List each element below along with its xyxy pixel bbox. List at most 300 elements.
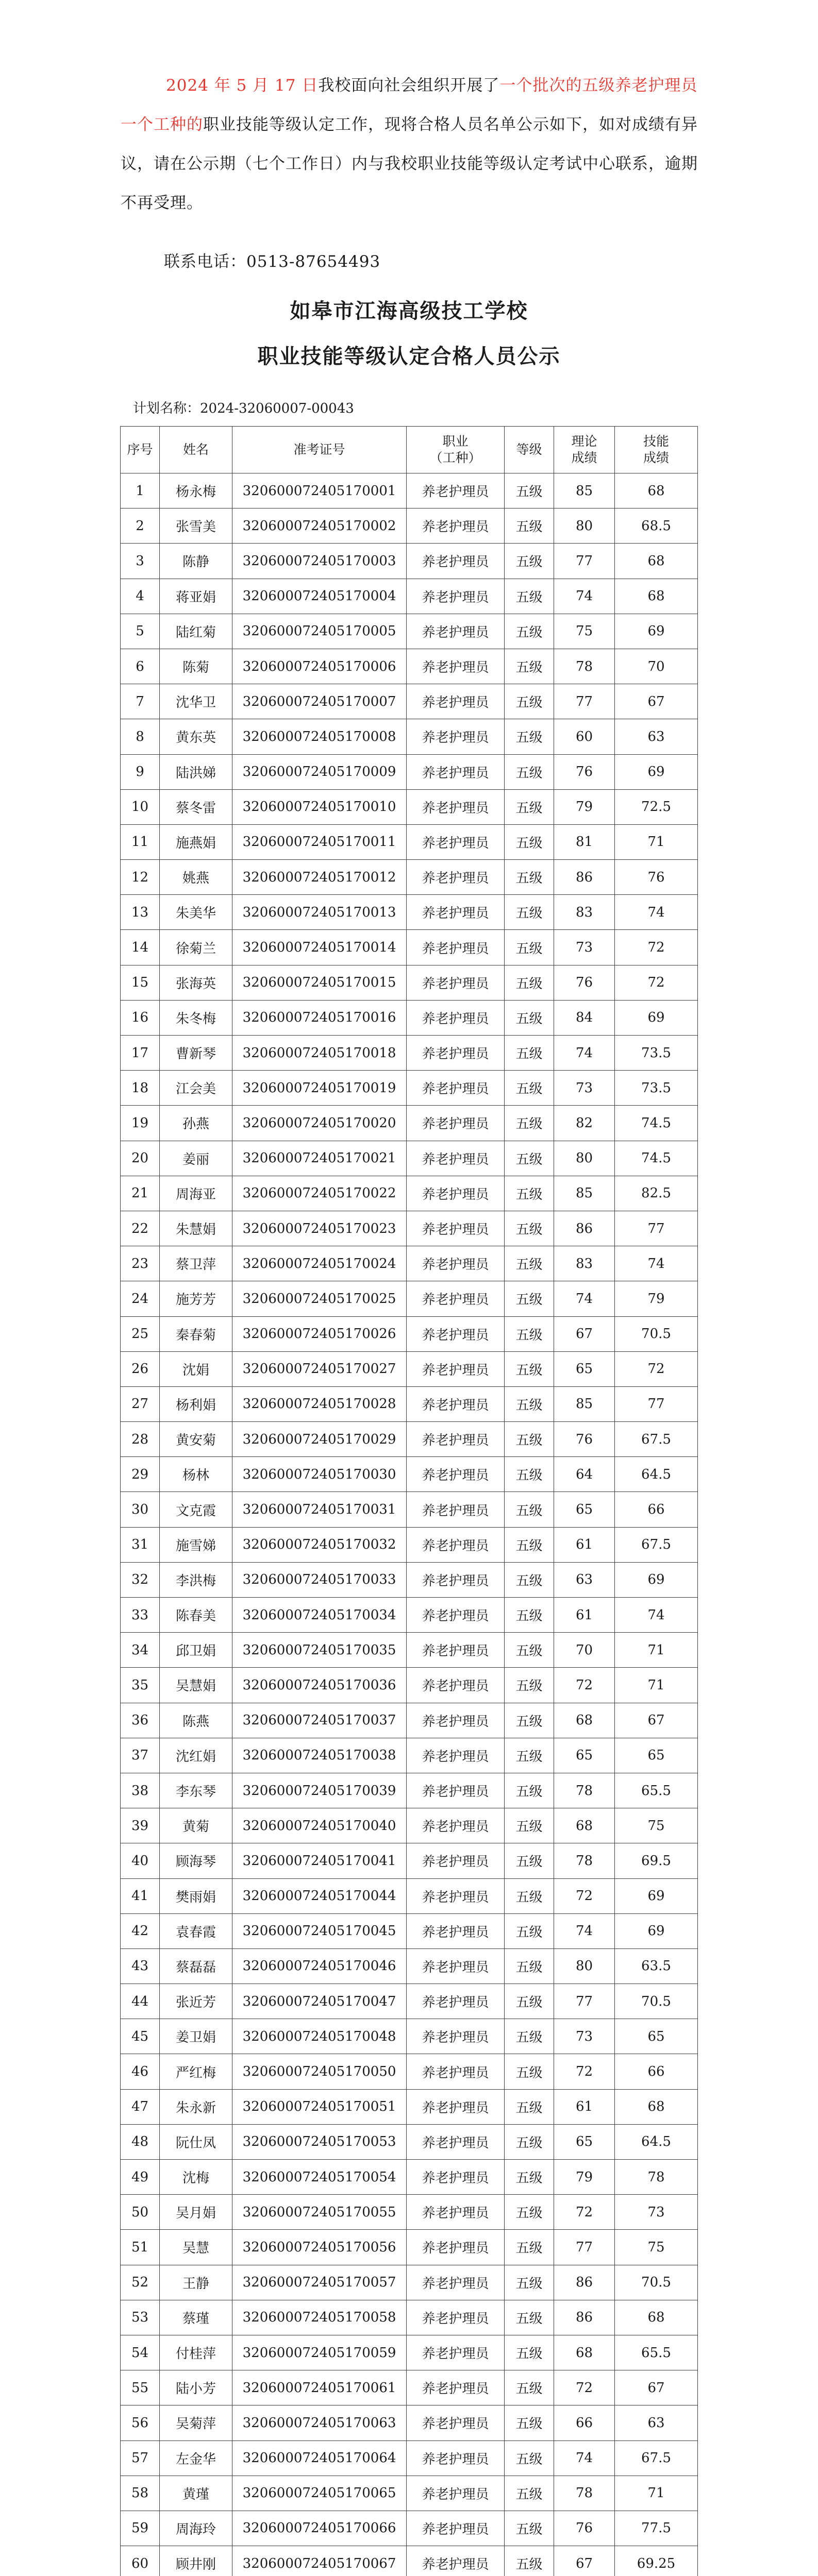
level-cell: 五级 [505,1738,554,1773]
skill-score-cell: 72 [615,930,698,965]
name-cell: 左金华 [160,2441,232,2476]
theory-score-cell: 84 [554,1000,615,1035]
level-cell: 五级 [505,1633,554,1668]
cert-number-cell: 320600072405170063 [232,2405,407,2441]
level-cell: 五级 [505,754,554,789]
skill-score-cell: 76 [615,860,698,895]
level-cell: 五级 [505,1422,554,1457]
level-cell: 五级 [505,965,554,1000]
table-row [121,1000,698,1035]
job-cell: 养老护理员 [407,1000,505,1035]
skill-score-cell: 69.5 [615,1843,698,1878]
name-cell: 曹新琴 [160,1036,232,1071]
job-cell: 养老护理员 [407,1106,505,1141]
level-cell: 五级 [505,2511,554,2546]
job-cell: 养老护理员 [407,1071,505,1106]
cert-number-cell: 320600072405170041 [232,1843,407,1878]
level-cell: 五级 [505,1036,554,1071]
skill-score-cell: 73.5 [615,1071,698,1106]
table-row [121,1808,698,1843]
level-cell: 五级 [505,1527,554,1562]
job-cell: 养老护理员 [407,2335,505,2370]
cert-number-cell: 320600072405170055 [232,2195,407,2230]
skill-score-cell: 69 [615,754,698,789]
cert-number-cell: 320600072405170020 [232,1106,407,1141]
skill-score-cell: 65 [615,1738,698,1773]
seq-cell: 28 [121,1422,160,1457]
level-cell: 五级 [505,824,554,859]
name-cell: 徐菊兰 [160,930,232,965]
job-cell: 养老护理员 [407,930,505,965]
skill-score-cell: 63.5 [615,1948,698,1984]
skill-score-cell: 65.5 [615,1773,698,1808]
seq-cell: 21 [121,1176,160,1211]
theory-score-cell: 64 [554,1457,615,1492]
job-cell: 养老护理员 [407,1036,505,1071]
job-cell: 养老护理员 [407,1562,505,1597]
job-cell: 养老护理员 [407,1843,505,1878]
cert-number-cell: 320600072405170001 [232,473,407,509]
job-cell: 养老护理员 [407,2089,505,2124]
table-row [121,1351,698,1386]
seq-cell: 1 [121,473,160,509]
table-row [121,1948,698,1984]
level-cell: 五级 [505,1668,554,1703]
theory-score-cell: 68 [554,1703,615,1738]
level-cell: 五级 [505,1808,554,1843]
job-cell: 养老护理员 [407,579,505,614]
skill-score-cell: 68 [615,544,698,579]
cert-number-cell: 320600072405170054 [232,2160,407,2195]
level-cell: 五级 [505,2019,554,2054]
job-cell: 养老护理员 [407,1457,505,1492]
name-cell: 杨永梅 [160,473,232,509]
seq-cell: 37 [121,1738,160,1773]
theory-score-cell: 79 [554,789,615,824]
table-row [121,2300,698,2335]
skill-score-cell: 67 [615,684,698,719]
level-cell: 五级 [505,2546,554,2576]
theory-score-cell: 61 [554,1527,615,1562]
skill-score-cell: 74.5 [615,1141,698,1176]
skill-score-cell: 67 [615,2370,698,2405]
job-cell: 养老护理员 [407,1878,505,1913]
header-seq: 序号 [121,427,160,473]
seq-cell: 33 [121,1598,160,1633]
seq-cell: 55 [121,2370,160,2405]
name-cell: 樊雨娟 [160,1878,232,1913]
job-cell: 养老护理员 [407,965,505,1000]
cert-number-cell: 320600072405170023 [232,1211,407,1246]
job-cell: 养老护理员 [407,1246,505,1281]
skill-score-cell: 63 [615,2405,698,2441]
level-cell: 五级 [505,1878,554,1913]
header-cert: 准考证号 [232,427,407,473]
theory-score-cell: 73 [554,2019,615,2054]
cert-number-cell: 320600072405170018 [232,1036,407,1071]
name-cell: 蔡冬雷 [160,789,232,824]
job-cell: 养老护理员 [407,2476,505,2511]
level-cell: 五级 [505,719,554,754]
theory-score-cell: 74 [554,1913,615,1948]
cert-number-cell: 320600072405170027 [232,1351,407,1386]
header-level: 等级 [505,427,554,473]
theory-score-cell: 86 [554,860,615,895]
theory-score-cell: 80 [554,1141,615,1176]
seq-cell: 12 [121,860,160,895]
name-cell: 袁春霞 [160,1913,232,1948]
table-row [121,1457,698,1492]
level-cell: 五级 [505,1000,554,1035]
theory-score-cell: 65 [554,1351,615,1386]
theory-score-cell: 81 [554,824,615,859]
table-row [121,1527,698,1562]
seq-cell: 10 [121,789,160,824]
cert-number-cell: 320600072405170061 [232,2370,407,2405]
cert-number-cell: 320600072405170057 [232,2265,407,2300]
cert-number-cell: 320600072405170011 [232,824,407,859]
theory-score-cell: 79 [554,2160,615,2195]
level-cell: 五级 [505,1211,554,1246]
cert-number-cell: 320600072405170044 [232,1878,407,1913]
job-cell: 养老护理员 [407,2230,505,2265]
theory-score-cell: 77 [554,2230,615,2265]
seq-cell: 7 [121,684,160,719]
seq-cell: 45 [121,2019,160,2054]
table-row [121,2019,698,2054]
job-cell: 养老护理员 [407,1422,505,1457]
theory-score-cell: 74 [554,1281,615,1316]
header-row [121,427,698,473]
seq-cell: 46 [121,2054,160,2089]
job-cell: 养老护理员 [407,1703,505,1738]
cert-number-cell: 320600072405170013 [232,895,407,930]
name-cell: 杨利娟 [160,1386,232,1421]
skill-score-cell: 71 [615,824,698,859]
seq-cell: 32 [121,1562,160,1597]
table-row [121,1106,698,1141]
cert-number-cell: 320600072405170035 [232,1633,407,1668]
skill-score-cell: 65.5 [615,2335,698,2370]
name-cell: 陈春美 [160,1598,232,1633]
table-row [121,1492,698,1527]
cert-number-cell: 320600072405170029 [232,1422,407,1457]
results-table [120,426,698,2576]
level-cell: 五级 [505,1106,554,1141]
cert-number-cell: 320600072405170037 [232,1703,407,1738]
level-cell: 五级 [505,2089,554,2124]
name-cell: 蔡瑾 [160,2300,232,2335]
skill-score-cell: 70.5 [615,1316,698,1351]
theory-score-cell: 65 [554,1738,615,1773]
job-cell: 养老护理员 [407,2405,505,2441]
seq-cell: 25 [121,1316,160,1351]
job-cell: 养老护理员 [407,1527,505,1562]
job-cell: 养老护理员 [407,1808,505,1843]
name-cell: 陆洪娣 [160,754,232,789]
table-row [121,473,698,509]
skill-score-cell: 71 [615,2476,698,2511]
job-cell: 养老护理员 [407,2370,505,2405]
level-cell: 五级 [505,1773,554,1808]
skill-score-cell: 67.5 [615,1422,698,1457]
skill-score-cell: 78 [615,2160,698,2195]
skill-score-cell: 77.5 [615,2511,698,2546]
job-cell: 养老护理员 [407,2124,505,2159]
name-cell: 陆小芳 [160,2370,232,2405]
skill-score-cell: 72 [615,965,698,1000]
skill-score-cell: 73 [615,2195,698,2230]
level-cell: 五级 [505,1246,554,1281]
job-cell: 养老护理员 [407,719,505,754]
name-cell: 吴慧娟 [160,1668,232,1703]
level-cell: 五级 [505,1703,554,1738]
table-row [121,509,698,544]
cert-number-cell: 320600072405170050 [232,2054,407,2089]
skill-score-cell: 71 [615,1668,698,1703]
job-cell: 养老护理员 [407,2265,505,2300]
skill-score-cell: 73.5 [615,1036,698,1071]
job-cell: 养老护理员 [407,1316,505,1351]
theory-score-cell: 77 [554,1984,615,2019]
cert-number-cell: 320600072405170022 [232,1176,407,1211]
skill-score-cell: 74.5 [615,1106,698,1141]
level-cell: 五级 [505,2160,554,2195]
skill-score-cell: 63 [615,719,698,754]
skill-score-cell: 74 [615,1246,698,1281]
seq-cell: 57 [121,2441,160,2476]
table-row [121,2089,698,2124]
cert-number-cell: 320600072405170010 [232,789,407,824]
seq-cell: 23 [121,1246,160,1281]
skill-score-cell: 68.5 [615,509,698,544]
seq-cell: 20 [121,1141,160,1176]
job-cell: 养老护理员 [407,2054,505,2089]
table-row [121,1386,698,1421]
table-row [121,860,698,895]
level-cell: 五级 [505,2300,554,2335]
cert-number-cell: 320600072405170067 [232,2546,407,2576]
cert-number-cell: 320600072405170004 [232,579,407,614]
level-cell: 五级 [505,2370,554,2405]
header-theory-line1: 理论 [571,434,597,449]
cert-number-cell: 320600072405170028 [232,1386,407,1421]
level-cell: 五级 [505,2054,554,2089]
theory-score-cell: 77 [554,544,615,579]
name-cell: 沈娟 [160,1351,232,1386]
seq-cell: 39 [121,1808,160,1843]
skill-score-cell: 69 [615,1913,698,1948]
theory-score-cell: 74 [554,2441,615,2476]
seq-cell: 38 [121,1773,160,1808]
table-row [121,1913,698,1948]
cert-number-cell: 320600072405170038 [232,1738,407,1773]
theory-score-cell: 86 [554,2300,615,2335]
theory-score-cell: 76 [554,1422,615,1457]
job-cell: 养老护理员 [407,2546,505,2576]
job-cell: 养老护理员 [407,2160,505,2195]
skill-score-cell: 75 [615,2230,698,2265]
seq-cell: 3 [121,544,160,579]
level-cell: 五级 [505,2405,554,2441]
level-cell: 五级 [505,649,554,684]
name-cell: 李洪梅 [160,1562,232,1597]
theory-score-cell: 68 [554,2335,615,2370]
table-row [121,1773,698,1808]
name-cell: 吴月娟 [160,2195,232,2230]
seq-cell: 59 [121,2511,160,2546]
theory-score-cell: 72 [554,1878,615,1913]
table-row [121,1562,698,1597]
name-cell: 沈红娟 [160,1738,232,1773]
table-row [121,1703,698,1738]
skill-score-cell: 64.5 [615,1457,698,1492]
seq-cell: 50 [121,2195,160,2230]
table-row [121,1071,698,1106]
name-cell: 江会美 [160,1071,232,1106]
level-cell: 五级 [505,1071,554,1106]
skill-score-cell: 66 [615,2054,698,2089]
seq-cell: 5 [121,614,160,649]
skill-score-cell: 82.5 [615,1176,698,1211]
cert-number-cell: 320600072405170040 [232,1808,407,1843]
intro-text-part1: 我校面向社会组织开展了 [318,76,500,95]
header-job-line1: 职业 [442,434,469,449]
cert-number-cell: 320600072405170021 [232,1141,407,1176]
job-cell: 养老护理员 [407,509,505,544]
cert-number-cell: 320600072405170008 [232,719,407,754]
name-cell: 秦春菊 [160,1316,232,1351]
cert-number-cell: 320600072405170016 [232,1000,407,1035]
table-row [121,2511,698,2546]
level-cell: 五级 [505,860,554,895]
name-cell: 朱美华 [160,895,232,930]
skill-score-cell: 68 [615,2300,698,2335]
table-row [121,1176,698,1211]
theory-score-cell: 63 [554,1562,615,1597]
cert-number-cell: 320600072405170015 [232,965,407,1000]
name-cell: 陆红菊 [160,614,232,649]
job-cell: 养老护理员 [407,789,505,824]
job-cell: 养老护理员 [407,1492,505,1527]
name-cell: 黄菊 [160,1808,232,1843]
theory-score-cell: 85 [554,1386,615,1421]
level-cell: 五级 [505,1351,554,1386]
seq-cell: 60 [121,2546,160,2576]
table-row [121,789,698,824]
seq-cell: 48 [121,2124,160,2159]
seq-cell: 27 [121,1386,160,1421]
skill-score-cell: 68 [615,2089,698,2124]
seq-cell: 9 [121,754,160,789]
cert-number-cell: 320600072405170065 [232,2476,407,2511]
cert-number-cell: 320600072405170007 [232,684,407,719]
cert-number-cell: 320600072405170002 [232,509,407,544]
cert-number-cell: 320600072405170058 [232,2300,407,2335]
theory-score-cell: 78 [554,649,615,684]
cert-number-cell: 320600072405170026 [232,1316,407,1351]
name-cell: 姚燕 [160,860,232,895]
skill-score-cell: 71 [615,1633,698,1668]
name-cell: 陈静 [160,544,232,579]
level-cell: 五级 [505,2230,554,2265]
name-cell: 邱卫娟 [160,1633,232,1668]
skill-score-cell: 67 [615,1703,698,1738]
seq-cell: 52 [121,2265,160,2300]
name-cell: 周海亚 [160,1176,232,1211]
cert-number-cell: 320600072405170024 [232,1246,407,1281]
header-skill-line1: 技能 [643,434,669,449]
level-cell: 五级 [505,1984,554,2019]
level-cell: 五级 [505,2441,554,2476]
table-row [121,965,698,1000]
theory-score-cell: 61 [554,2089,615,2124]
theory-score-cell: 80 [554,509,615,544]
level-cell: 五级 [505,2265,554,2300]
theory-score-cell: 83 [554,895,615,930]
level-cell: 五级 [505,684,554,719]
header-theory [554,427,615,473]
plan-name: 计划名称：2024-32060007-00043 [133,401,354,416]
seq-cell: 56 [121,2405,160,2441]
skill-score-cell: 69.25 [615,2546,698,2576]
table-row [121,1738,698,1773]
seq-cell: 29 [121,1457,160,1492]
level-cell: 五级 [505,614,554,649]
theory-score-cell: 60 [554,719,615,754]
theory-score-cell: 77 [554,684,615,719]
skill-score-cell: 69 [615,1878,698,1913]
table-row [121,1422,698,1457]
cert-number-cell: 320600072405170032 [232,1527,407,1562]
name-cell: 沈梅 [160,2160,232,2195]
skill-score-cell: 77 [615,1211,698,1246]
level-cell: 五级 [505,1598,554,1633]
skill-score-cell: 64.5 [615,2124,698,2159]
cert-number-cell: 320600072405170012 [232,860,407,895]
seq-cell: 53 [121,2300,160,2335]
level-cell: 五级 [505,473,554,509]
seq-cell: 51 [121,2230,160,2265]
job-cell: 养老护理员 [407,1948,505,1984]
table-header [121,427,698,473]
job-cell: 养老护理员 [407,860,505,895]
job-cell: 养老护理员 [407,1598,505,1633]
table-row [121,895,698,930]
level-cell: 五级 [505,1281,554,1316]
table-row [121,2370,698,2405]
name-cell: 吴慧 [160,2230,232,2265]
name-cell: 黄安菊 [160,1422,232,1457]
level-cell: 五级 [505,1316,554,1351]
cert-number-cell: 320600072405170005 [232,614,407,649]
skill-score-cell: 79 [615,1281,698,1316]
seq-cell: 35 [121,1668,160,1703]
theory-score-cell: 66 [554,2405,615,2441]
level-cell: 五级 [505,930,554,965]
seq-cell: 41 [121,1878,160,1913]
level-cell: 五级 [505,1913,554,1948]
intro-date: 2024 年 5 月 17 日 [166,76,319,95]
level-cell: 五级 [505,1141,554,1176]
table-row [121,1316,698,1351]
seq-cell: 19 [121,1106,160,1141]
seq-cell: 13 [121,895,160,930]
skill-score-cell: 72.5 [615,789,698,824]
cert-number-cell: 320600072405170006 [232,649,407,684]
theory-score-cell: 86 [554,1211,615,1246]
table-row [121,579,698,614]
